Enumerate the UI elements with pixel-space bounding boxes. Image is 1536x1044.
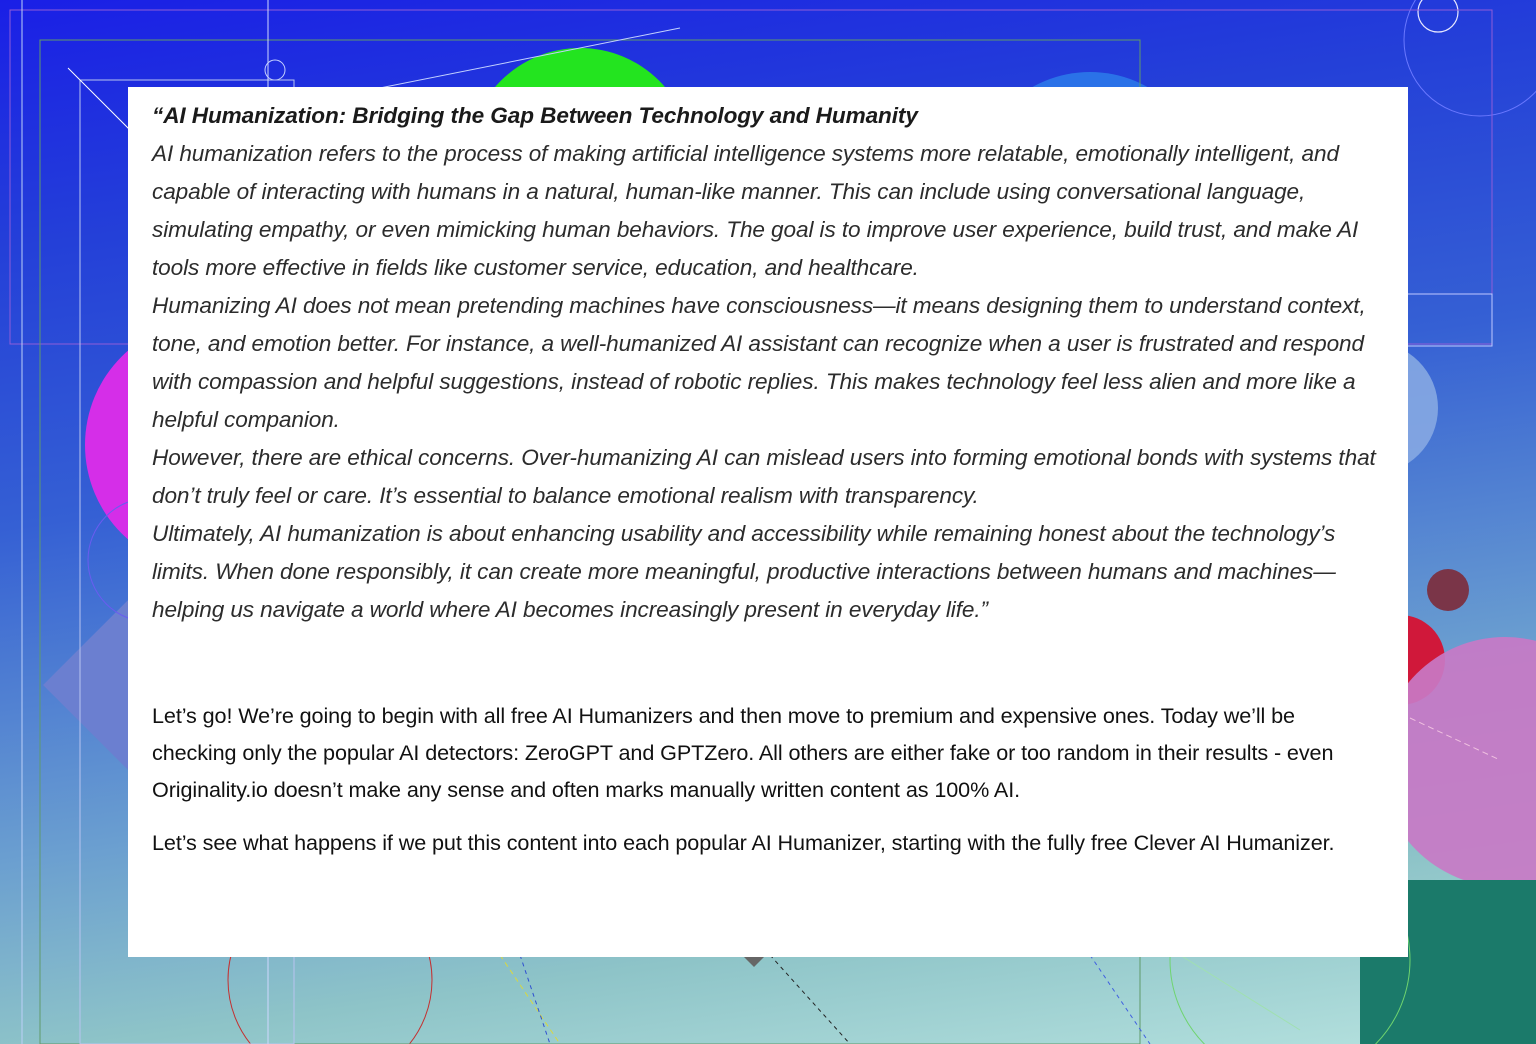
- article-paragraph-3: However, there are ethical concerns. Over-humanizing AI can mislead users into forming emotional bonds with systems that don’t truly feel or care. It’s essential to balance emotional realism with transparency.: [152, 445, 1376, 508]
- intro-paragraph: Let’s go! We’re going to begin with all free AI Humanizers and then move to premium and expensive ones. Today we’ll be checking only the popular AI detectors: ZeroGPT and GPTZero. All others are either fake or too random in their results - even Originality.io doesn’t make any sense and often marks manually written content as 100% AI.: [152, 703, 1334, 802]
- next-paragraph: Let’s see what happens if we put this content into each popular AI Humanizer, starting with the fully free Clever AI Humanizer.: [152, 830, 1335, 855]
- article-title: “AI Humanization: Bridging the Gap Between Technology and Humanity: [152, 103, 918, 128]
- bg-dark-dot: [1427, 569, 1469, 611]
- body-text: [152, 697, 1384, 861]
- quoted-article: [152, 97, 1384, 629]
- article-paragraph-1: AI humanization refers to the process of making artificial intelligence systems more relatable, emotionally intelligent, and capable of interacting with humans in a natural, human-like manner. This can include using conversational language, simulating empathy, or even mimicking human behaviors. The goal is to improve user experience, build trust, and make AI tools more effective in fields like customer service, education, and healthcare.: [152, 141, 1359, 280]
- article-paragraph-2: Humanizing AI does not mean pretending machines have consciousness—it means designing them to understand context, tone, and emotion better. For instance, a well-humanized AI assistant can recognize when a user is frustrated and respond with compassion and helpful suggestions, instead of robotic replies. This makes technology feel less alien and more like a helpful companion.: [152, 293, 1366, 432]
- article-card: [128, 87, 1408, 957]
- article-paragraph-4: Ultimately, AI humanization is about enhancing usability and accessibility while remaining honest about the technology’s limits. When done responsibly, it can create more meaningful, productive interactions between humans and machines—helping us navigate a world where AI becomes increasingly present in everyday life.”: [152, 521, 1336, 622]
